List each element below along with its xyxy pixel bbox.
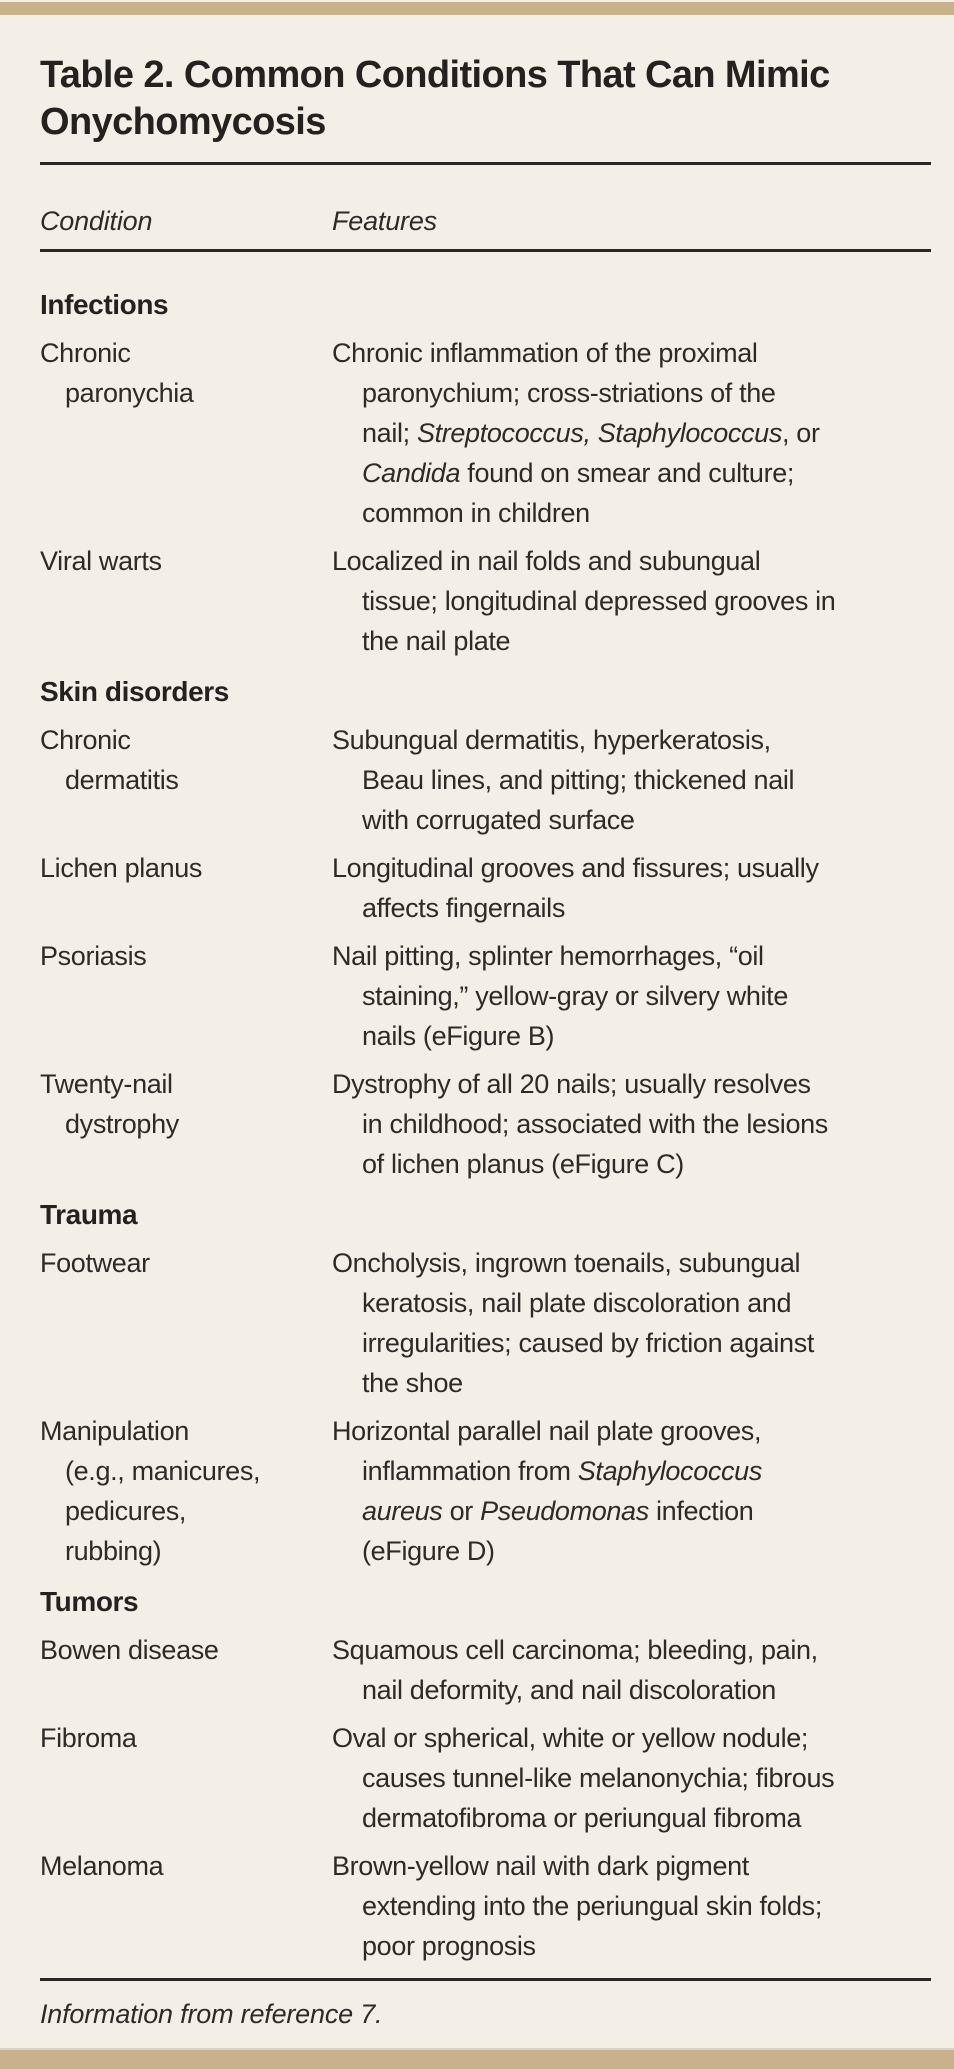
table-content [0, 15, 954, 2031]
text-line: Twenty-nail [40, 1069, 173, 1099]
footer-rule [40, 1978, 931, 1981]
column-header-condition: Condition [40, 206, 153, 236]
table-row [40, 333, 931, 533]
features-cell [332, 936, 931, 1056]
text-line: paronychium; cross-striations of the [362, 378, 776, 408]
column-headers [40, 206, 931, 236]
text-line: tissue; longitudinal depressed grooves in [362, 586, 836, 616]
features-cell [332, 333, 931, 533]
source-footnote: Information from reference 7. [40, 1999, 383, 2029]
text-line: staining,” yellow-gray or silvery white [362, 981, 788, 1011]
text-line: Dystrophy of all 20 nails; usually resolves [332, 1069, 811, 1099]
condition-cell [40, 720, 332, 840]
text-line: affects fingernails [362, 893, 565, 923]
text-line: Melanoma [40, 1851, 164, 1881]
bottom-accent-band [0, 2048, 954, 2069]
header-rule [40, 162, 931, 165]
condition-cell [40, 1064, 332, 1184]
text-line: Beau lines, and pitting; thickened nail [362, 765, 795, 795]
table-row [40, 1064, 931, 1184]
condition-cell [40, 848, 332, 928]
text-line: (eFigure D) [362, 1536, 495, 1566]
text-line: with corrugated surface [362, 805, 635, 835]
text-line: Bowen disease [40, 1635, 219, 1665]
text-line: nail deformity, and nail discoloration [362, 1675, 776, 1705]
text-line: Lichen planus [40, 853, 203, 883]
condition-cell [40, 1411, 332, 1571]
condition-cell [40, 1243, 332, 1403]
text-line: Nail pitting, splinter hemorrhages, “oil [332, 941, 764, 971]
table-row [40, 936, 931, 1056]
features-cell [332, 1064, 931, 1184]
condition-cell [40, 1630, 332, 1710]
text-line: of lichen planus (eFigure C) [362, 1149, 684, 1179]
text-line: in childhood; associated with the lesions [362, 1109, 828, 1139]
text-line: Oncholysis, ingrown toenails, subungual [332, 1248, 801, 1278]
text-line: dermatitis [65, 765, 179, 795]
text-line: Oval or spherical, white or yellow nodule; [332, 1723, 809, 1753]
text-line: Candida found on smear and culture; [362, 458, 795, 488]
text-line: extending into the periungual skin folds; [362, 1891, 822, 1921]
column-header-features: Features [332, 206, 437, 236]
top-accent-band [0, 0, 954, 15]
condition-cell [40, 1846, 332, 1966]
text-line: Chronic [40, 725, 131, 755]
table-row [40, 1846, 931, 1966]
text-line: poor prognosis [362, 1931, 536, 1961]
condition-cell [40, 936, 332, 1056]
features-cell [332, 1718, 931, 1838]
text-line: pedicures, [65, 1496, 187, 1526]
text-line: irregularities; caused by friction against [362, 1328, 815, 1358]
text-line: Viral warts [40, 546, 162, 576]
text-line: Manipulation [40, 1416, 189, 1446]
features-cell [332, 541, 931, 661]
text-line: Brown-yellow nail with dark pigment [332, 1851, 749, 1881]
text-line: (e.g., manicures, [65, 1456, 261, 1486]
section-header: Tumors [40, 1586, 139, 1617]
section-header: Infections [40, 289, 169, 320]
text-line: Subungual dermatitis, hyperkeratosis, [332, 725, 771, 755]
features-cell [332, 1630, 931, 1710]
condition-cell [40, 1718, 332, 1838]
page-title: Table 2. Common Conditions That Can Mimic Onychomycosis [40, 54, 830, 143]
text-line: causes tunnel-like melanonychia; fibrous [362, 1763, 835, 1793]
text-line: inflammation from Staphylococcus [362, 1456, 762, 1486]
features-cell [332, 1411, 931, 1571]
text-line: Chronic [40, 338, 131, 368]
text-line: nails (eFigure B) [362, 1021, 555, 1051]
text-line: Horizontal parallel nail plate grooves, [332, 1416, 762, 1446]
text-line: aureus or Pseudomonas infection [362, 1496, 754, 1526]
text-line: common in children [362, 498, 590, 528]
table-body [40, 285, 931, 1966]
text-line: dermatofibroma or periungual fibroma [362, 1803, 802, 1833]
text-line: the shoe [362, 1368, 463, 1398]
features-cell [332, 1846, 931, 1966]
text-line: Fibroma [40, 1723, 137, 1753]
condition-cell [40, 541, 332, 661]
columns-rule [40, 249, 931, 252]
table-row [40, 1630, 931, 1710]
text-line: Psoriasis [40, 941, 147, 971]
section-header: Trauma [40, 1199, 138, 1230]
text-line: paronychia [65, 378, 194, 408]
text-line: rubbing) [65, 1536, 162, 1566]
table-row [40, 541, 931, 661]
text-line: dystrophy [65, 1109, 179, 1139]
text-line: the nail plate [362, 626, 511, 656]
table-row [40, 1411, 931, 1571]
text-line: Chronic inflammation of the proximal [332, 338, 758, 368]
table-row [40, 720, 931, 840]
features-cell [332, 720, 931, 840]
table-row [40, 1243, 931, 1403]
features-cell [332, 1243, 931, 1403]
text-line: nail; Streptococcus, Staphylococcus, or [362, 418, 820, 448]
text-line: Localized in nail folds and subungual [332, 546, 761, 576]
condition-cell [40, 333, 332, 533]
features-cell [332, 848, 931, 928]
text-line: keratosis, nail plate discoloration and [362, 1288, 792, 1318]
table-row [40, 1718, 931, 1838]
text-line: Footwear [40, 1248, 150, 1278]
text-line: Longitudinal grooves and fissures; usually [332, 853, 819, 883]
table-row [40, 848, 931, 928]
text-line: Squamous cell carcinoma; bleeding, pain, [332, 1635, 818, 1665]
section-header: Skin disorders [40, 676, 229, 707]
